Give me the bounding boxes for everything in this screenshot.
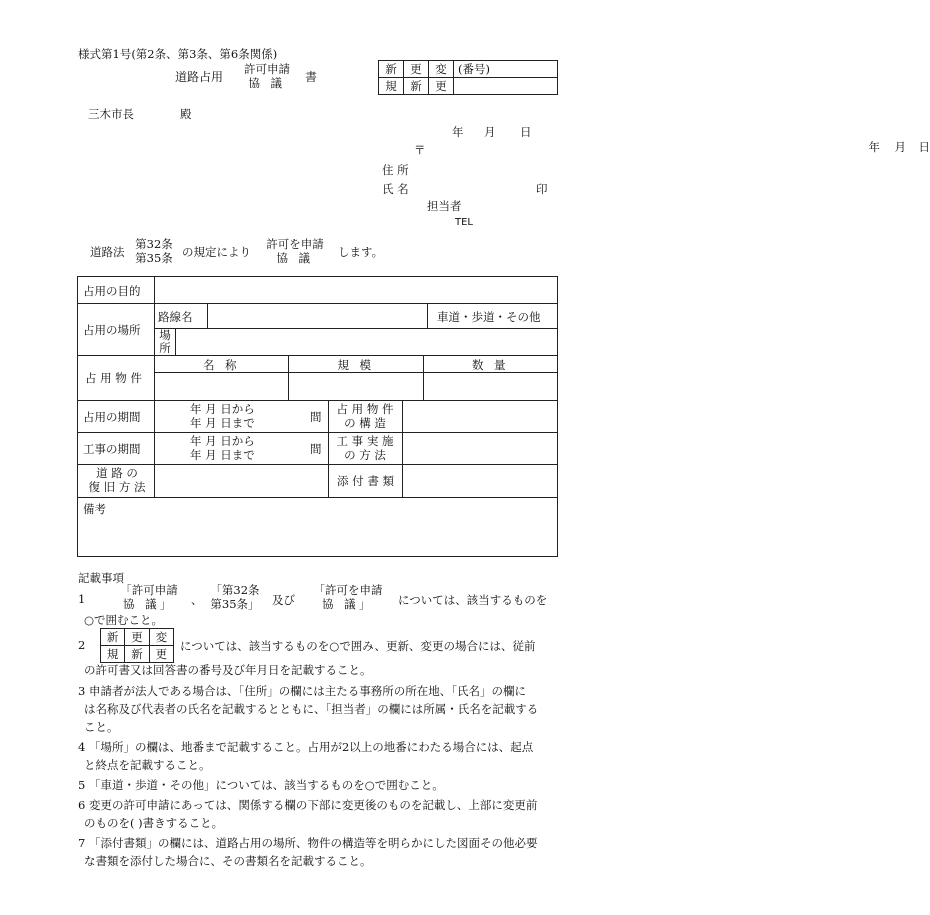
col-scale-header: 規 模	[337, 358, 375, 372]
structure-field[interactable]	[403, 401, 557, 432]
attach-label: 添 付 書 類	[337, 474, 394, 488]
road-type-options[interactable]: 車道・歩道・その他	[437, 310, 541, 324]
number-date-field[interactable]	[454, 78, 930, 154]
note-1-and: 及び	[272, 593, 295, 607]
note-3-line-3: こと。	[84, 720, 119, 734]
location-label-b: 所	[159, 341, 171, 355]
note-2-box-c1b: 規	[101, 646, 125, 663]
number-date-day: 日	[918, 139, 930, 154]
work-period-label: 工事の期間	[83, 442, 141, 456]
note-1-quote-3a: 「許可を申請	[313, 583, 383, 597]
work-between: 間	[310, 442, 322, 456]
period-to: 年 月 日まで	[190, 416, 255, 430]
work-method-label	[332, 434, 398, 462]
note-1-quote-2b: 第35条」	[210, 597, 260, 611]
contact-person-label: 担当者	[427, 199, 462, 213]
applicant-date-day: 日	[520, 125, 532, 139]
restore-field[interactable]	[155, 465, 328, 497]
seal-mark: 印	[536, 182, 548, 196]
number-field[interactable]	[454, 61, 558, 78]
note-6-line-1: 6 変更の許可申請にあっては、関係する欄の下部に変更後のものを記載し、上部に変更前	[78, 798, 538, 812]
statement-articles	[134, 237, 174, 265]
location-label	[157, 329, 173, 355]
note-2-number: 2	[78, 638, 86, 652]
route-name-field[interactable]	[208, 304, 426, 327]
note-1-quote-1a: 「許可申請	[120, 583, 178, 597]
location-label-a: 場	[159, 328, 171, 342]
applicant-date-year: 年	[452, 125, 464, 139]
item-label: 占 用 物 件	[85, 371, 142, 385]
note-7-line-2: な書類を添付した場合に、その書類名を記載すること。	[84, 854, 372, 868]
note-1-tail: については、該当するものを	[398, 593, 548, 607]
note-5-line-1: 5 「車道・歩道・その他」については、該当するものを○で囲むこと。	[78, 778, 444, 792]
structure-label-b: の 構 造	[344, 416, 386, 430]
statement-end: します。	[338, 245, 384, 259]
name-label: 氏 名	[382, 182, 409, 196]
period-dates[interactable]	[190, 402, 255, 430]
work-to: 年 月 日まで	[190, 448, 255, 462]
applicant-date-month: 月	[484, 125, 496, 139]
note-1-separator: 、	[191, 593, 203, 607]
note-1-quote-2	[206, 583, 264, 611]
col-qty-header: 数 量	[471, 358, 509, 372]
doc-title-suffix: 書	[305, 70, 318, 84]
work-method-label-b: の 方 法	[344, 448, 386, 462]
number-box-c2b: 新	[404, 78, 429, 95]
number-box-c1a: 新	[379, 61, 404, 78]
item-name-field[interactable]	[155, 373, 288, 399]
addressee-name: 三木市長	[88, 107, 134, 121]
restore-label-a: 道 路 の	[96, 466, 138, 480]
notes-title: 記載事項	[78, 571, 124, 585]
note-4-line-2: と終点を記載すること。	[84, 758, 211, 772]
note-3-line-1: 3 申請者が法人である場合は、「住所」の欄には主たる事務所の所在地、「氏名」の欄に	[78, 684, 526, 698]
period-label: 占用の期間	[83, 410, 141, 424]
statement-option-consult: 協 議	[276, 251, 314, 265]
note-2-box-c2a: 更	[125, 629, 149, 646]
number-box-c1b: 規	[379, 78, 404, 95]
number-box-c2a: 更	[404, 61, 429, 78]
note-1-quote-2a: 「第32条	[210, 583, 260, 597]
item-scale-field[interactable]	[289, 373, 423, 399]
location-field[interactable]	[176, 329, 557, 354]
note-2-line-2: の許可書又は回答書の番号及び年月日を記載すること。	[84, 663, 372, 677]
number-box-c3a: 変	[429, 61, 454, 78]
statement-options	[264, 237, 326, 265]
doc-title-options	[240, 62, 294, 90]
period-between: 間	[310, 410, 322, 424]
structure-label-a: 占 用 物 件	[336, 402, 394, 416]
note-1-quote-1b: 協 議」	[123, 597, 175, 611]
purpose-label: 占用の目的	[83, 284, 141, 298]
number-box-c3b: 更	[429, 78, 454, 95]
application-table	[77, 276, 558, 557]
note-6-line-2: のものを( )書きすること。	[84, 816, 224, 830]
note-1-quote-1	[108, 583, 190, 611]
note-2-tail: については、該当するものを○で囲み、更新、変更の場合には、従前	[180, 639, 536, 653]
statement-middle: の規定により	[182, 245, 251, 259]
note-3-line-2: は名称及び代表者の氏名を記載するとともに、「担当者」の欄には所属・氏名を記載する	[84, 702, 539, 716]
doc-title-option-consult: 協 議	[248, 76, 286, 90]
tel-label: TEL	[455, 217, 473, 228]
work-from: 年 月 日から	[190, 434, 255, 448]
purpose-field[interactable]	[155, 278, 557, 302]
route-name-label: 路線名	[158, 310, 193, 324]
number-date-year: 年	[868, 139, 880, 154]
restore-label	[82, 466, 152, 494]
period-from: 年 月 日から	[190, 402, 255, 416]
statement-article-35: 第35条	[135, 251, 173, 265]
note-4-line-1: 4 「場所」の欄は、地番まで記載すること。占用が2以上の地番にわたる場合には、起点	[78, 740, 534, 754]
note-2-box-c3b: 更	[149, 646, 173, 663]
postal-mark: 〒	[414, 143, 426, 157]
col-name-header: 名 称	[202, 358, 240, 372]
note-2-box-c3a: 変	[149, 629, 173, 646]
note-1-number: 1	[78, 592, 86, 606]
doc-title-option-permit: 許可申請	[244, 62, 290, 76]
doc-title-prefix: 道路占用	[175, 70, 224, 84]
restore-label-b: 復 旧 方 法	[88, 480, 146, 494]
number-date-month: 月	[894, 139, 906, 154]
note-2-box-c1a: 新	[101, 629, 125, 646]
addressee-honorific: 殿	[180, 107, 192, 121]
remarks-label: 備考	[83, 502, 106, 516]
structure-label	[332, 402, 398, 430]
number-label: (番号)	[458, 62, 490, 76]
statement-option-permit: 許可を申請	[266, 237, 324, 251]
attach-field[interactable]	[403, 465, 557, 497]
note-1-quote-3b: 協 議」	[322, 597, 374, 611]
remarks-field[interactable]	[79, 515, 557, 555]
statement-article-32: 第32条	[135, 237, 173, 251]
work-dates[interactable]	[190, 434, 255, 462]
note-1-quote-3	[306, 583, 390, 611]
note-2-box-c2b: 新	[125, 646, 149, 663]
note-1-line-2: ○で囲むこと。	[84, 613, 164, 627]
work-method-label-a: 工 事 実 施	[336, 434, 394, 448]
form-number-label: 様式第1号(第2条、第3条、第6条関係)	[78, 47, 278, 61]
item-qty-field[interactable]	[424, 373, 557, 399]
place-label: 占用の場所	[83, 323, 141, 337]
statement-law: 道路法	[90, 245, 125, 259]
work-method-field[interactable]	[403, 433, 557, 464]
address-label: 住 所	[382, 163, 409, 177]
note-7-line-1: 7 「添付書類」の欄には、道路占用の場所、物件の構造等を明らかにした図面その他必要	[78, 836, 538, 850]
